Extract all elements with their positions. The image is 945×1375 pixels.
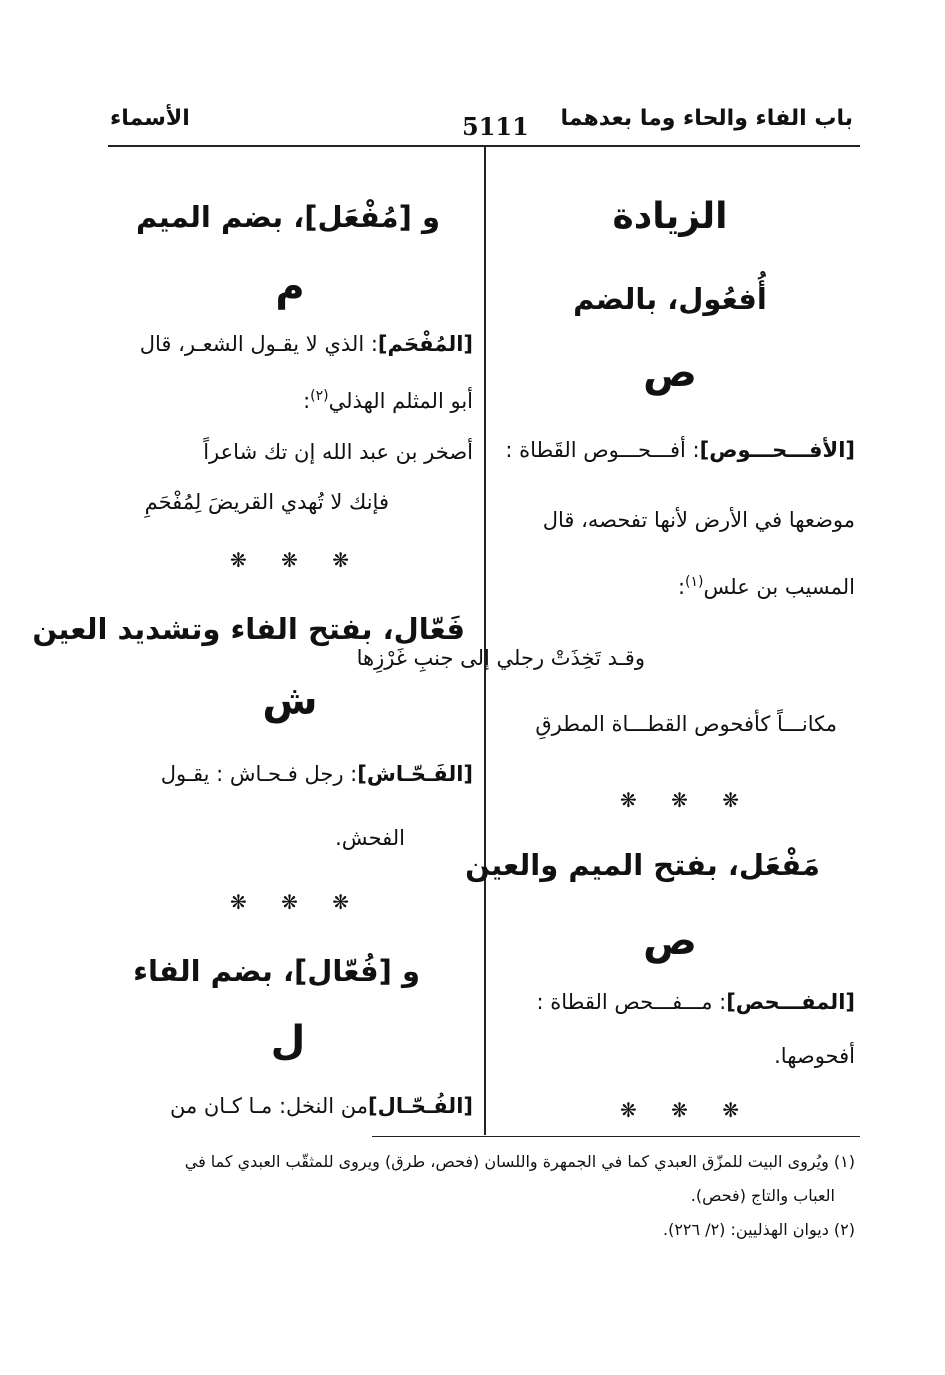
entry-line: موضعها في الأرض لأنها تفحصه، قال [542,508,855,532]
entry-term: [الفَـحّـاش] [357,762,473,786]
colon: : [303,389,311,413]
footnote-1: (١) ويُروى البيت للمزّق العبدي كما في الجمهرة واللسان (فحص، طرق) ويروى للمثقّب العبدي كما في [184,1152,855,1171]
column-divider [484,147,486,1135]
entry-line: أفحوصها. [774,1044,855,1068]
root-letter-sad: ص [643,918,697,964]
entry-line [161,762,473,786]
entry-term: [المفـــحص] [726,990,855,1014]
entry-line: الفحش. [335,826,405,850]
section-title: الزيادة [612,196,728,237]
footnote-rule [372,1136,860,1137]
section-separator: ❋ ❋ ❋ [620,1098,753,1122]
section-separator: ❋ ❋ ❋ [620,788,753,812]
entry-line [303,388,473,413]
verse-line: وقـد تَخِذَتْ رجلي إلى جنبِ غَرْزِها [356,646,645,670]
footnote-1-continued: العباب والتاج (فحص). [690,1186,835,1205]
pattern-heading-mafal: مَفْعَل، بفتح الميم والعين [465,848,820,882]
root-letter-lam: ل [270,1018,306,1064]
entry-text: من النخل: مـا كـان من [169,1094,368,1118]
section-separator: ❋ ❋ ❋ [230,548,363,572]
footnote-2: (٢) ديوان الهذليين: (٢/ ٢٢٦). [662,1220,855,1239]
entry-line [678,574,855,599]
entry-term: [الفُـحّـال] [368,1094,473,1118]
root-letter-shin: ش [262,678,318,724]
running-head-right: باب الفاء والحاء وما بعدهما [560,106,853,131]
verse-line: أصخر بن عبد الله إن تك شاعراً [203,440,473,464]
root-letter-mim: م [275,264,305,310]
pattern-heading-afuul: أُفعُول، بالضم [573,282,767,316]
entry-text: : أفـــحـــوص القَطاة : [505,438,700,462]
entry-term: [الأفـــحـــوص] [699,438,855,462]
entry-term: [المُفْحَم] [377,332,473,356]
page-number: 5111 [462,112,529,141]
entry-text: : رجل فـحـاش : يقـول [160,762,358,786]
verse-line: فإنك لا تُهدي القريضَ لِمُفْحَمِ [144,490,389,514]
section-separator: ❋ ❋ ❋ [230,890,363,914]
pattern-heading-faal: فَعّال، بفتح الفاء وتشديد العين [32,612,465,646]
verse-line: مكانـــاً كأفحوص القطـــاة المطرقِ [535,712,837,736]
running-head-left: الأسماء [110,106,190,131]
entry-line [536,990,855,1014]
pattern-heading-fuaal: و [فُعّال]، بضم الفاء [133,954,420,988]
entry-line [140,332,473,356]
entry-text: : الذي لا يقـول الشعـر، قال [139,332,378,356]
poet-name: المسيب بن علس [703,575,855,599]
pattern-heading-mufal: و [مُفْعَل]، بضم الميم [136,200,440,234]
entry-text: : مـــفـــحص القطاة : [536,990,727,1014]
entry-line [505,438,855,462]
entry-line [170,1094,473,1118]
colon: : [677,575,686,599]
poet-name: أبو المثلم الهذلي [328,389,473,413]
footnote-ref: (١) [685,574,704,590]
root-letter-sad: ص [643,350,697,396]
footnote-ref: (٢) [310,388,329,404]
